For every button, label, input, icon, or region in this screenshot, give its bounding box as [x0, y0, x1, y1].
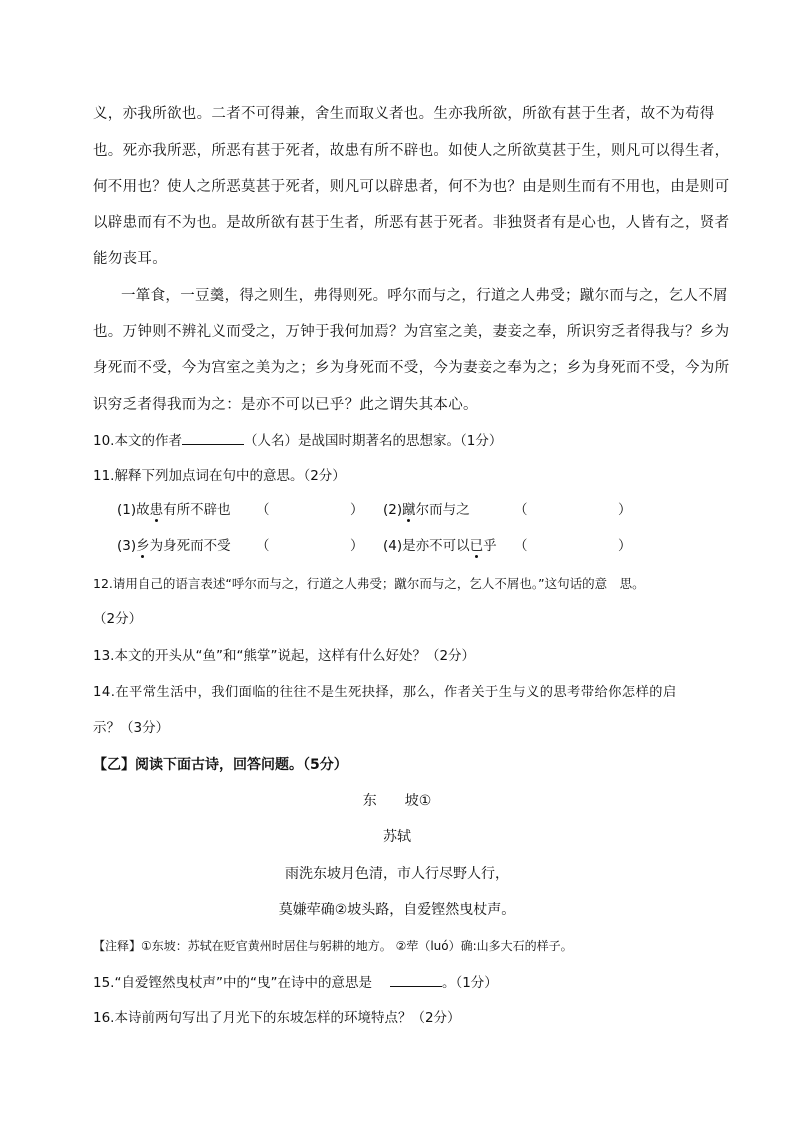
answer-paren-open: （: [256, 538, 270, 554]
question-14: 14.在平常生活中，我们面临的往往不是生死抉择，那么，作者关于生与义的思考带给你怎样的启: [93, 685, 677, 700]
question-12: 12.请用自己的语言表述“呼尔而与之，行道之人弗受；蹴尔而与之，乞人不屑也。”这句话的意 思。: [93, 576, 645, 591]
dotted-word: 已: [469, 538, 484, 554]
q11-item-3: (3)乡为身死而不受: [117, 538, 231, 554]
passage-line: 义，亦我所欲也。二者不可得兼，舍生而取义者也。生亦我所欲，所欲有甚于生者，故不为苟得: [93, 106, 715, 122]
dotted-word: 蹴: [402, 502, 416, 518]
question-14-score: 示？（3分）: [93, 720, 170, 736]
q11-item-1: (1)故患有所不辟也: [117, 502, 231, 518]
question-10: [93, 430, 502, 451]
dotted-word: 乡: [136, 538, 150, 554]
passage-line: 以辟患而有不为也。是故所欲有甚于生者，所恶有甚于死者。非独贤者有是心也，人皆有之，贤者: [93, 215, 730, 231]
q11-item-4: (4)是亦不可以已乎: [383, 538, 497, 554]
answer-paren-open: （: [256, 502, 270, 518]
question-12-score: （2分）: [93, 611, 143, 627]
poem-line: 莫嫌荦确②坡头路，自爱铿然曳杖声。: [278, 902, 516, 918]
question-11: 11.解释下列加点词在句中的意思。（2分）: [93, 468, 346, 484]
answer-paren-close: ）: [618, 502, 632, 518]
answer-paren-close: ）: [618, 538, 632, 554]
annotation-note: 【注释】①东坡：苏轼在贬官黄州时居住与躬耕的地方。 ②荦（luó）确:山多大石的样子。: [93, 939, 573, 953]
passage-line: 身死而不受，今为宫室之美为之；乡为身死而不受，今为妻妾之奉为之；乡为身死而不受，今为所: [93, 360, 730, 376]
poem-author: 苏轼: [383, 829, 411, 845]
passage-line: 一箪食，一豆羹，得之则生，弗得则死。呼尔而与之，行道之人弗受；蹴尔而与之，乞人不屑: [121, 288, 728, 304]
answer-paren-open: （: [514, 538, 528, 554]
section-heading: 【乙】阅读下面古诗，回答问题。（5分）: [93, 757, 348, 773]
dotted-word: 患: [149, 502, 164, 518]
poem-line: 雨洗东坡月色清，市人行尽野人行，: [285, 866, 509, 882]
question-10-text: （人名）是战国时期著名的思想家。（1分）: [243, 433, 503, 449]
passage-line: 能勿丧耳。: [93, 251, 167, 267]
question-15-text: 15.“自爱铿然曳杖声”中的“曳”在诗中的意思是: [93, 975, 372, 991]
answer-paren-close: ）: [350, 502, 364, 518]
passage-line: 识穷乏者得我而为之：是亦不可以已乎？此之谓失其本心。: [93, 397, 478, 413]
question-15-text: 。（1分）: [441, 975, 498, 991]
question-10-text: 10.本文的作者: [93, 433, 182, 449]
q11-item-2: (2)蹴尔而与之: [383, 502, 470, 518]
answer-paren-open: （: [514, 502, 528, 518]
poem-title: 东 坡①: [362, 793, 432, 809]
question-13: 13.本文的开头从“鱼”和“熊掌”说起，这样有什么好处？（2分）: [93, 648, 476, 664]
question-16: 16.本诗前两句写出了月光下的东坡怎样的环境特点？（2分）: [93, 1010, 461, 1026]
answer-blank[interactable]: [182, 430, 244, 445]
answer-paren-close: ）: [350, 538, 364, 554]
question-15: [93, 972, 498, 993]
passage-line: 也。万钟则不辨礼义而受之，万钟于我何加焉？为宫室之美，妻妾之奉，所识穷乏者得我与？乡为: [93, 324, 730, 340]
answer-blank[interactable]: [390, 972, 442, 987]
passage-line: 何不用也？使人之所恶莫甚于死者，则凡可以辟患者，何不为也？由是则生而有不用也，由是则可: [93, 179, 730, 195]
passage-line: 也。死亦我所恶，所恶有甚于死者，故患有所不辟也。如使人之所欲莫甚于生，则凡可以得生者，: [93, 143, 730, 159]
